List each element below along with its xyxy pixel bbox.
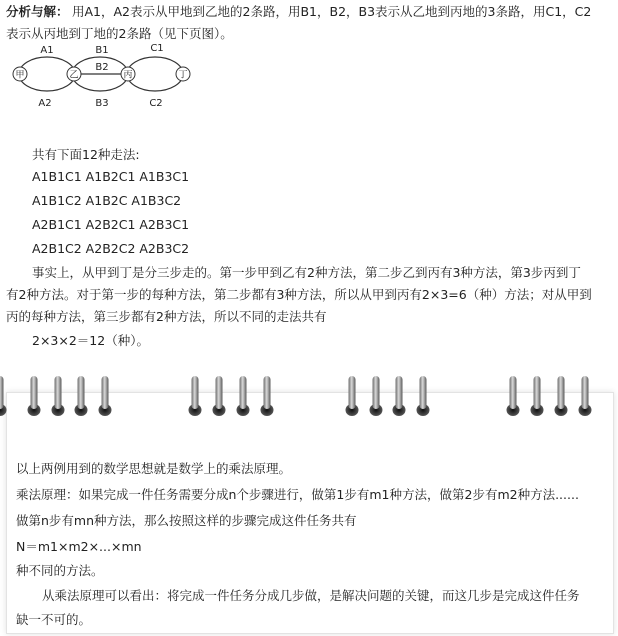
binder-ring-icon bbox=[237, 376, 250, 416]
explanation-line-1: 事实上，从甲到丁是分三步走的。第一步甲到乙有2种方法，第二步乙到丙有3种方法，第3步丙到丁 bbox=[32, 265, 581, 280]
path-label-c1: C1 bbox=[150, 43, 164, 54]
route-row-4: A2B1C2 A2B2C2 A2B3C2 bbox=[32, 241, 190, 256]
intro-line-1: 用A1，A2表示从甲地到乙地的2条路，用B1，B2，B3表示从乙地到丙地的3条路，用C1，C2 bbox=[72, 4, 592, 19]
intro-line-2: 表示从丙地到丁地的2条路（见下页图）。 bbox=[6, 26, 233, 41]
binder-ring-icon bbox=[370, 376, 383, 416]
path-label-a2: A2 bbox=[38, 98, 52, 109]
route-row-3: A2B1C1 A2B2C1 A2B3C1 bbox=[32, 217, 190, 232]
node-label-jia: 甲 bbox=[15, 70, 25, 81]
binder-ring-icon bbox=[189, 376, 202, 416]
binder-ring-icon bbox=[579, 376, 592, 416]
route-diagram bbox=[0, 38, 210, 114]
binder-ring-icon bbox=[417, 376, 430, 416]
path-label-b2: B2 bbox=[95, 62, 109, 73]
binder-ring-icon bbox=[531, 376, 544, 416]
binder-ring-icon bbox=[99, 376, 112, 416]
explanation-line-2: 有2种方法。对于第一步的每种方法，第二步都有3种方法，所以从甲到丙有2×3=6（种）方法；对从甲到 bbox=[6, 287, 592, 302]
path-label-c2: C2 bbox=[149, 98, 163, 109]
binder-ring-icon bbox=[261, 376, 274, 416]
binder-ring-icon bbox=[75, 376, 88, 416]
binder-ring-icon bbox=[555, 376, 568, 416]
binder-ring-icon bbox=[28, 376, 41, 416]
node-label-ding: 丁 bbox=[178, 70, 188, 81]
explanation-line-3: 丙的每种方法，第三步都有2种方法，所以不同的走法共有 bbox=[6, 309, 327, 324]
node-label-yi: 乙 bbox=[69, 70, 79, 81]
binder-rings bbox=[0, 372, 618, 422]
notebook-line-7: 缺一不可的。 bbox=[16, 612, 92, 627]
notebook-line-6: 从乘法原理可以看出：将完成一件任务分成几步做，是解决问题的关键，而这几步是完成这件任务 bbox=[42, 588, 580, 603]
explanation-line-4: 2×3×2＝12（种）。 bbox=[32, 333, 149, 348]
notebook-formula: N＝m1×m2×...×mn bbox=[16, 539, 142, 554]
notebook-line-1: 以上两例用到的数学思想就是数学上的乘法原理。 bbox=[16, 461, 292, 476]
binder-ring-icon bbox=[346, 376, 359, 416]
binder-ring-icon bbox=[507, 376, 520, 416]
notebook-line-2: 乘法原理：如果完成一件任务需要分成n个步骤进行，做第1步有m1种方法，做第2步有m2种方法...... bbox=[16, 487, 579, 502]
path-label-b1: B1 bbox=[95, 45, 109, 56]
path-label-a1: A1 bbox=[40, 45, 54, 56]
binder-ring-icon bbox=[393, 376, 406, 416]
route-row-1: A1B1C1 A1B2C1 A1B3C1 bbox=[32, 169, 190, 184]
notebook-line-5: 种不同的方法。 bbox=[16, 563, 104, 578]
intro-label: 分析与解： bbox=[6, 4, 69, 19]
binder-ring-icon bbox=[213, 376, 226, 416]
binder-ring-icon bbox=[52, 376, 65, 416]
routes-heading: 共有下面12种走法: bbox=[32, 147, 140, 162]
route-row-2: A1B1C2 A1B2C A1B3C2 bbox=[32, 193, 182, 208]
path-label-b3: B3 bbox=[95, 98, 109, 109]
node-label-bing: 丙 bbox=[123, 70, 133, 81]
notebook-line-3: 做第n步有mn种方法，那么按照这样的步骤完成这件任务共有 bbox=[16, 513, 357, 528]
